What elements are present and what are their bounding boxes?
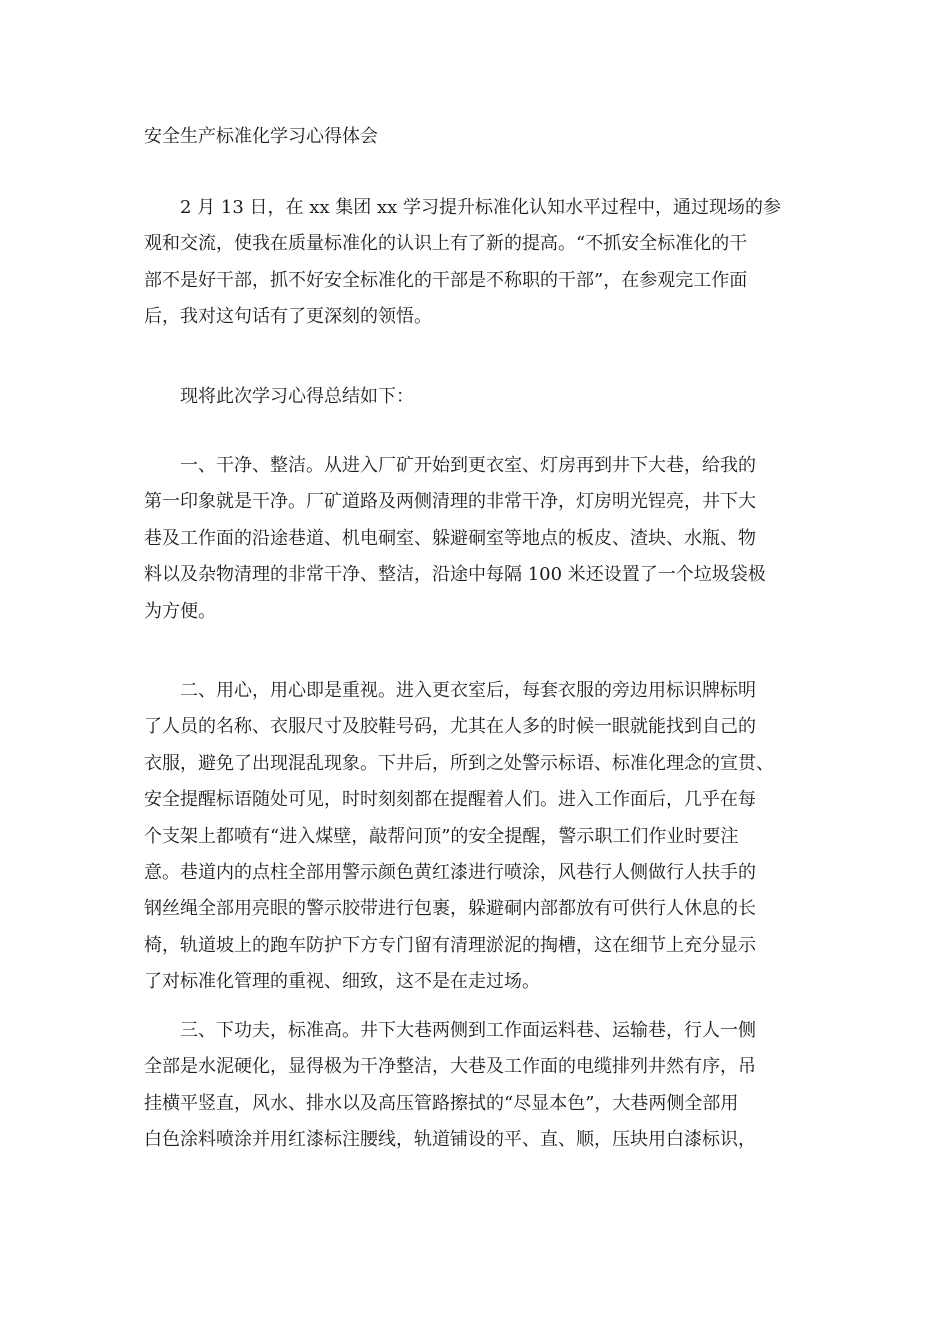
- text-line: 个支架上都喷有“进入煤壁，敲帮问顶”的安全提醒，警示职工们作业时要注: [144, 825, 739, 847]
- text-line: 2 月 13 日，在 xx 集团 xx 学习提升标准化认知水平过程中，通过现场的参: [144, 197, 782, 218]
- paragraph-section-two: [144, 673, 810, 1001]
- text-line: 挂横平竖直，风水、排水以及高压管路擦拭的“尽显本色”，大巷两侧全部用: [144, 1092, 739, 1114]
- paragraph-section-three: [144, 1013, 810, 1159]
- text-line: 巷及工作面的沿途巷道、机电硐室、躲避硐室等地点的板皮、渣块、水瓶、物: [144, 527, 756, 549]
- paragraph-section-one: [144, 448, 810, 630]
- text-line: 椅，轨道坡上的跑车防护下方专门留有清理淤泥的掏槽，这在细节上充分显示: [144, 934, 756, 956]
- text-line: 观和交流，使我在质量标准化的认识上有了新的提高。“不抓安全标准化的干: [144, 233, 748, 255]
- text-line: 现将此次学习心得总结如下：: [144, 386, 414, 407]
- text-line: 了对标准化管理的重视、细致，这不是在走过场。: [144, 971, 540, 993]
- text-line: 衣服，避免了出现混乱现象。下井后，所到之处警示标语、标准化理念的宣贯、: [144, 752, 774, 774]
- text-line: 为方便。: [144, 600, 216, 622]
- text-line: 安全提醒标语随处可见，时时刻刻都在提醒着人们。进入工作面后，几乎在每: [144, 789, 756, 811]
- text-line: 后，我对这句话有了更深刻的领悟。: [144, 306, 432, 328]
- text-line: 了人员的名称、衣服尺寸及胶鞋号码，尤其在人多的时候一眼就能找到自己的: [144, 716, 756, 738]
- text-line: 料以及杂物清理的非常干净、整洁，沿途中每隔 100 米还设置了一个垃圾袋极: [144, 564, 766, 586]
- text-line: 全部是水泥硬化，显得极为干净整洁，大巷及工作面的电缆排列井然有序，吊: [144, 1056, 756, 1078]
- text-line: 部不是好干部，抓不好安全标准化的干部是不称职的干部”，在参观完工作面: [144, 269, 748, 291]
- text-line: 意。巷道内的点柱全部用警示颜色黄红漆进行喷涂，风巷行人侧做行人扶手的: [144, 861, 756, 883]
- paragraph-summary-lead: [144, 379, 810, 415]
- text-line: 白色涂料喷涂并用红漆标注腰线，轨道铺设的平、直、顺，压块用白漆标识，: [144, 1129, 756, 1151]
- text-line: 二、用心，用心即是重视。进入更衣室后，每套衣服的旁边用标识牌标明: [144, 680, 756, 701]
- paragraph-intro: [144, 190, 810, 336]
- document-title: 安全生产标准化学习心得体会: [144, 126, 378, 147]
- text-line: 钢丝绳全部用亮眼的警示胶带进行包裹，躲避硐内部都放有可供行人休息的长: [144, 898, 756, 920]
- text-line: 三、下功夫，标准高。井下大巷两侧到工作面运料巷、运输巷，行人一侧: [144, 1020, 756, 1041]
- text-line: 第一印象就是干净。厂矿道路及两侧清理的非常干净，灯房明光锃亮，井下大: [144, 491, 756, 513]
- text-line: 一、干净、整洁。从进入厂矿开始到更衣室、灯房再到井下大巷，给我的: [144, 455, 756, 476]
